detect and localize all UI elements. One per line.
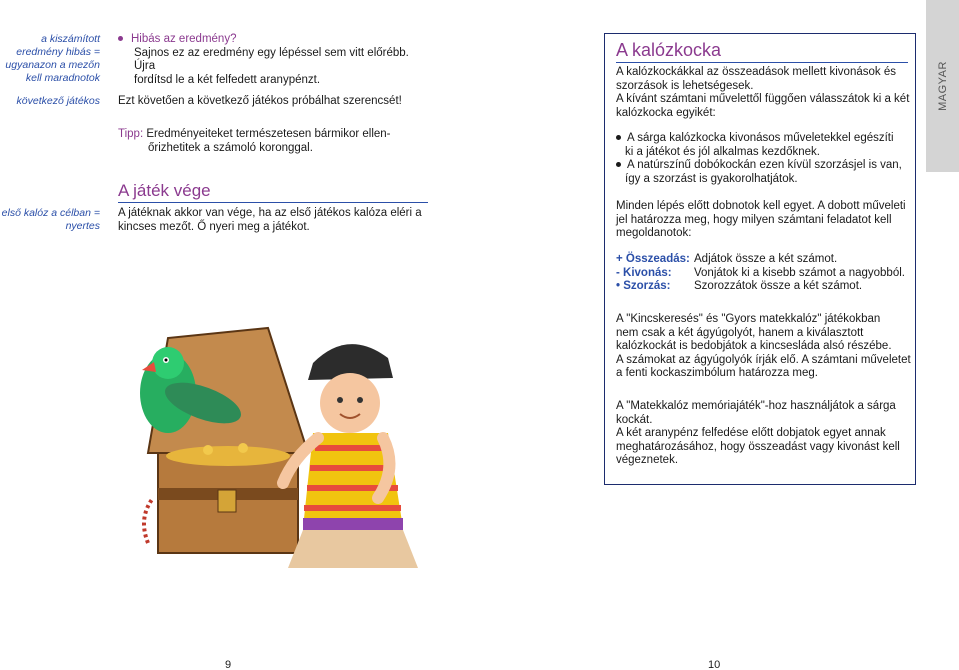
p1-line-5: a fenti kockaszimbólum határozza meg. <box>616 367 818 379</box>
language-tab <box>926 0 959 172</box>
step-line-3: megoldanotok: <box>616 227 692 239</box>
p2-line-3: A két aranypénz felfedése előtt dobjatok egyet annak <box>616 427 886 439</box>
tip-label: Tipp: <box>118 128 144 140</box>
language-tab-label: MAGYAR <box>936 61 949 111</box>
p2-line-2: kockát. <box>616 413 653 426</box>
end-line-2: kincses mezőt. Ő nyeri meg a játékot. <box>118 220 310 233</box>
page-number-right: 10 <box>708 659 721 670</box>
end-of-game-text <box>118 207 428 234</box>
box-paragraph-2 <box>616 400 912 468</box>
tip-block <box>118 128 418 155</box>
p1-line-1: A "Kincskeresés" és "Gyors matekkalóz" játékokban <box>616 313 881 325</box>
box-intro-line-2: szorzások is lehetségesek. <box>616 79 754 92</box>
box-title: A kalózkocka <box>616 40 722 60</box>
treasure-chest-lock <box>218 490 236 512</box>
end-line-1: A játéknak akkor van vége, ha az első játékos kalóza eléri a <box>118 207 422 219</box>
box-bullets <box>616 132 912 186</box>
wrong-result-line-2: fordítsd le a két felfedett aranypénzt. <box>134 73 321 86</box>
box-step-text <box>616 200 912 241</box>
box-intro-line-4: kalózkocka egyikét: <box>616 106 716 119</box>
parrot-beak <box>142 362 156 372</box>
tip-line-2: őrizhetitek a számoló koronggal. <box>148 141 313 154</box>
bullet-2-line-1: A natúrszínű dobókockán ezen kívül szorzásjel is van, <box>627 159 902 171</box>
op-row-subtract <box>616 267 912 281</box>
wrong-result-block <box>118 33 418 87</box>
bullet-icon <box>118 36 123 41</box>
op-row-add <box>616 253 912 267</box>
pirate-face <box>320 373 380 433</box>
p1-line-2: nem csak a két ágyúgolyót, hanem a kiválasztott <box>616 326 864 339</box>
bullet-2-line-2: így a szorzást is gyakorolhatjátok. <box>625 172 798 185</box>
box-intro-line-1: A kalózkockákkal az összeadások mellett kivonások és <box>616 66 896 78</box>
parrot-head <box>152 347 184 379</box>
pearl-necklace <box>144 498 153 543</box>
side-note-next-player: következő játékos <box>16 95 100 107</box>
p2-line-5: végeznetek. <box>616 454 679 466</box>
operations-list <box>616 253 912 294</box>
pirate-pants <box>288 530 418 568</box>
side-note-wrong-result: a kiszámított eredmény hibás = ugyanazon a mezőn kell maradnotok <box>5 33 100 84</box>
wrong-result-heading: Hibás az eredmény? <box>131 33 237 45</box>
box-paragraph-1 <box>616 313 912 381</box>
bullet-icon <box>616 135 621 140</box>
op-add-desc: Adjátok össze a két számot. <box>694 253 838 265</box>
step-line-1: Minden lépés előtt dobnotok kell egyet. A dobott műveleti <box>616 200 906 212</box>
op-row-multiply <box>616 280 912 294</box>
op-multiply-desc: Szorozzátok össze a két számot. <box>694 280 863 292</box>
op-multiply-label: • Szorzás: <box>616 280 671 292</box>
op-subtract-desc: Vonjátok ki a kisebb számot a nagyobból. <box>694 266 905 279</box>
op-subtract-label: - Kivonás: <box>616 266 672 279</box>
tip-line-1: Eredményeiteket természetesen bármikor ellen- <box>146 128 391 140</box>
next-player-text: Ezt követően a következő játékos próbálhat szerencsét! <box>118 95 402 107</box>
pirate-belt <box>303 518 403 530</box>
pirate-illustration <box>118 318 428 580</box>
bullet-1-line-2: ki a játékot és jól alkalmas kezdőknek. <box>625 145 820 158</box>
p2-line-4: meghatározásához, hogy összeadást vagy kivonást kell <box>616 440 900 453</box>
bullet-icon <box>616 162 621 167</box>
box-intro-line-3: A kívánt számtani művelettől függően válasszátok ki a két <box>616 93 910 105</box>
p1-line-4: A számokat az ágyúgolyók írják elő. A számtani műveletet <box>616 353 911 366</box>
box-intro <box>616 66 912 120</box>
bullet-1-line-1: A sárga kalózkocka kivonásos műveletekkel egészíti <box>627 132 894 144</box>
p1-line-3: kalózkockát is bedobjátok a kincsesláda alsó részébe. <box>616 340 892 352</box>
gold-coins <box>166 446 290 466</box>
op-add-label: + Összeadás: <box>616 253 690 265</box>
end-of-game-rule <box>118 202 428 203</box>
box-title-rule <box>616 62 908 63</box>
end-of-game-title: A játék vége <box>118 181 211 200</box>
p2-line-1: A "Matekkalóz memóriajáték"-hoz használjátok a sárga <box>616 400 896 412</box>
page-number-left: 9 <box>225 659 232 670</box>
side-note-winner: első kalóz a célban = nyertes <box>1 207 100 232</box>
wrong-result-line-1: Sajnos ez az eredmény egy lépéssel sem vitt előrébb. Újra <box>134 46 409 72</box>
step-line-2: jel határozza meg, hogy milyen számtani feladatot kell <box>616 213 892 226</box>
